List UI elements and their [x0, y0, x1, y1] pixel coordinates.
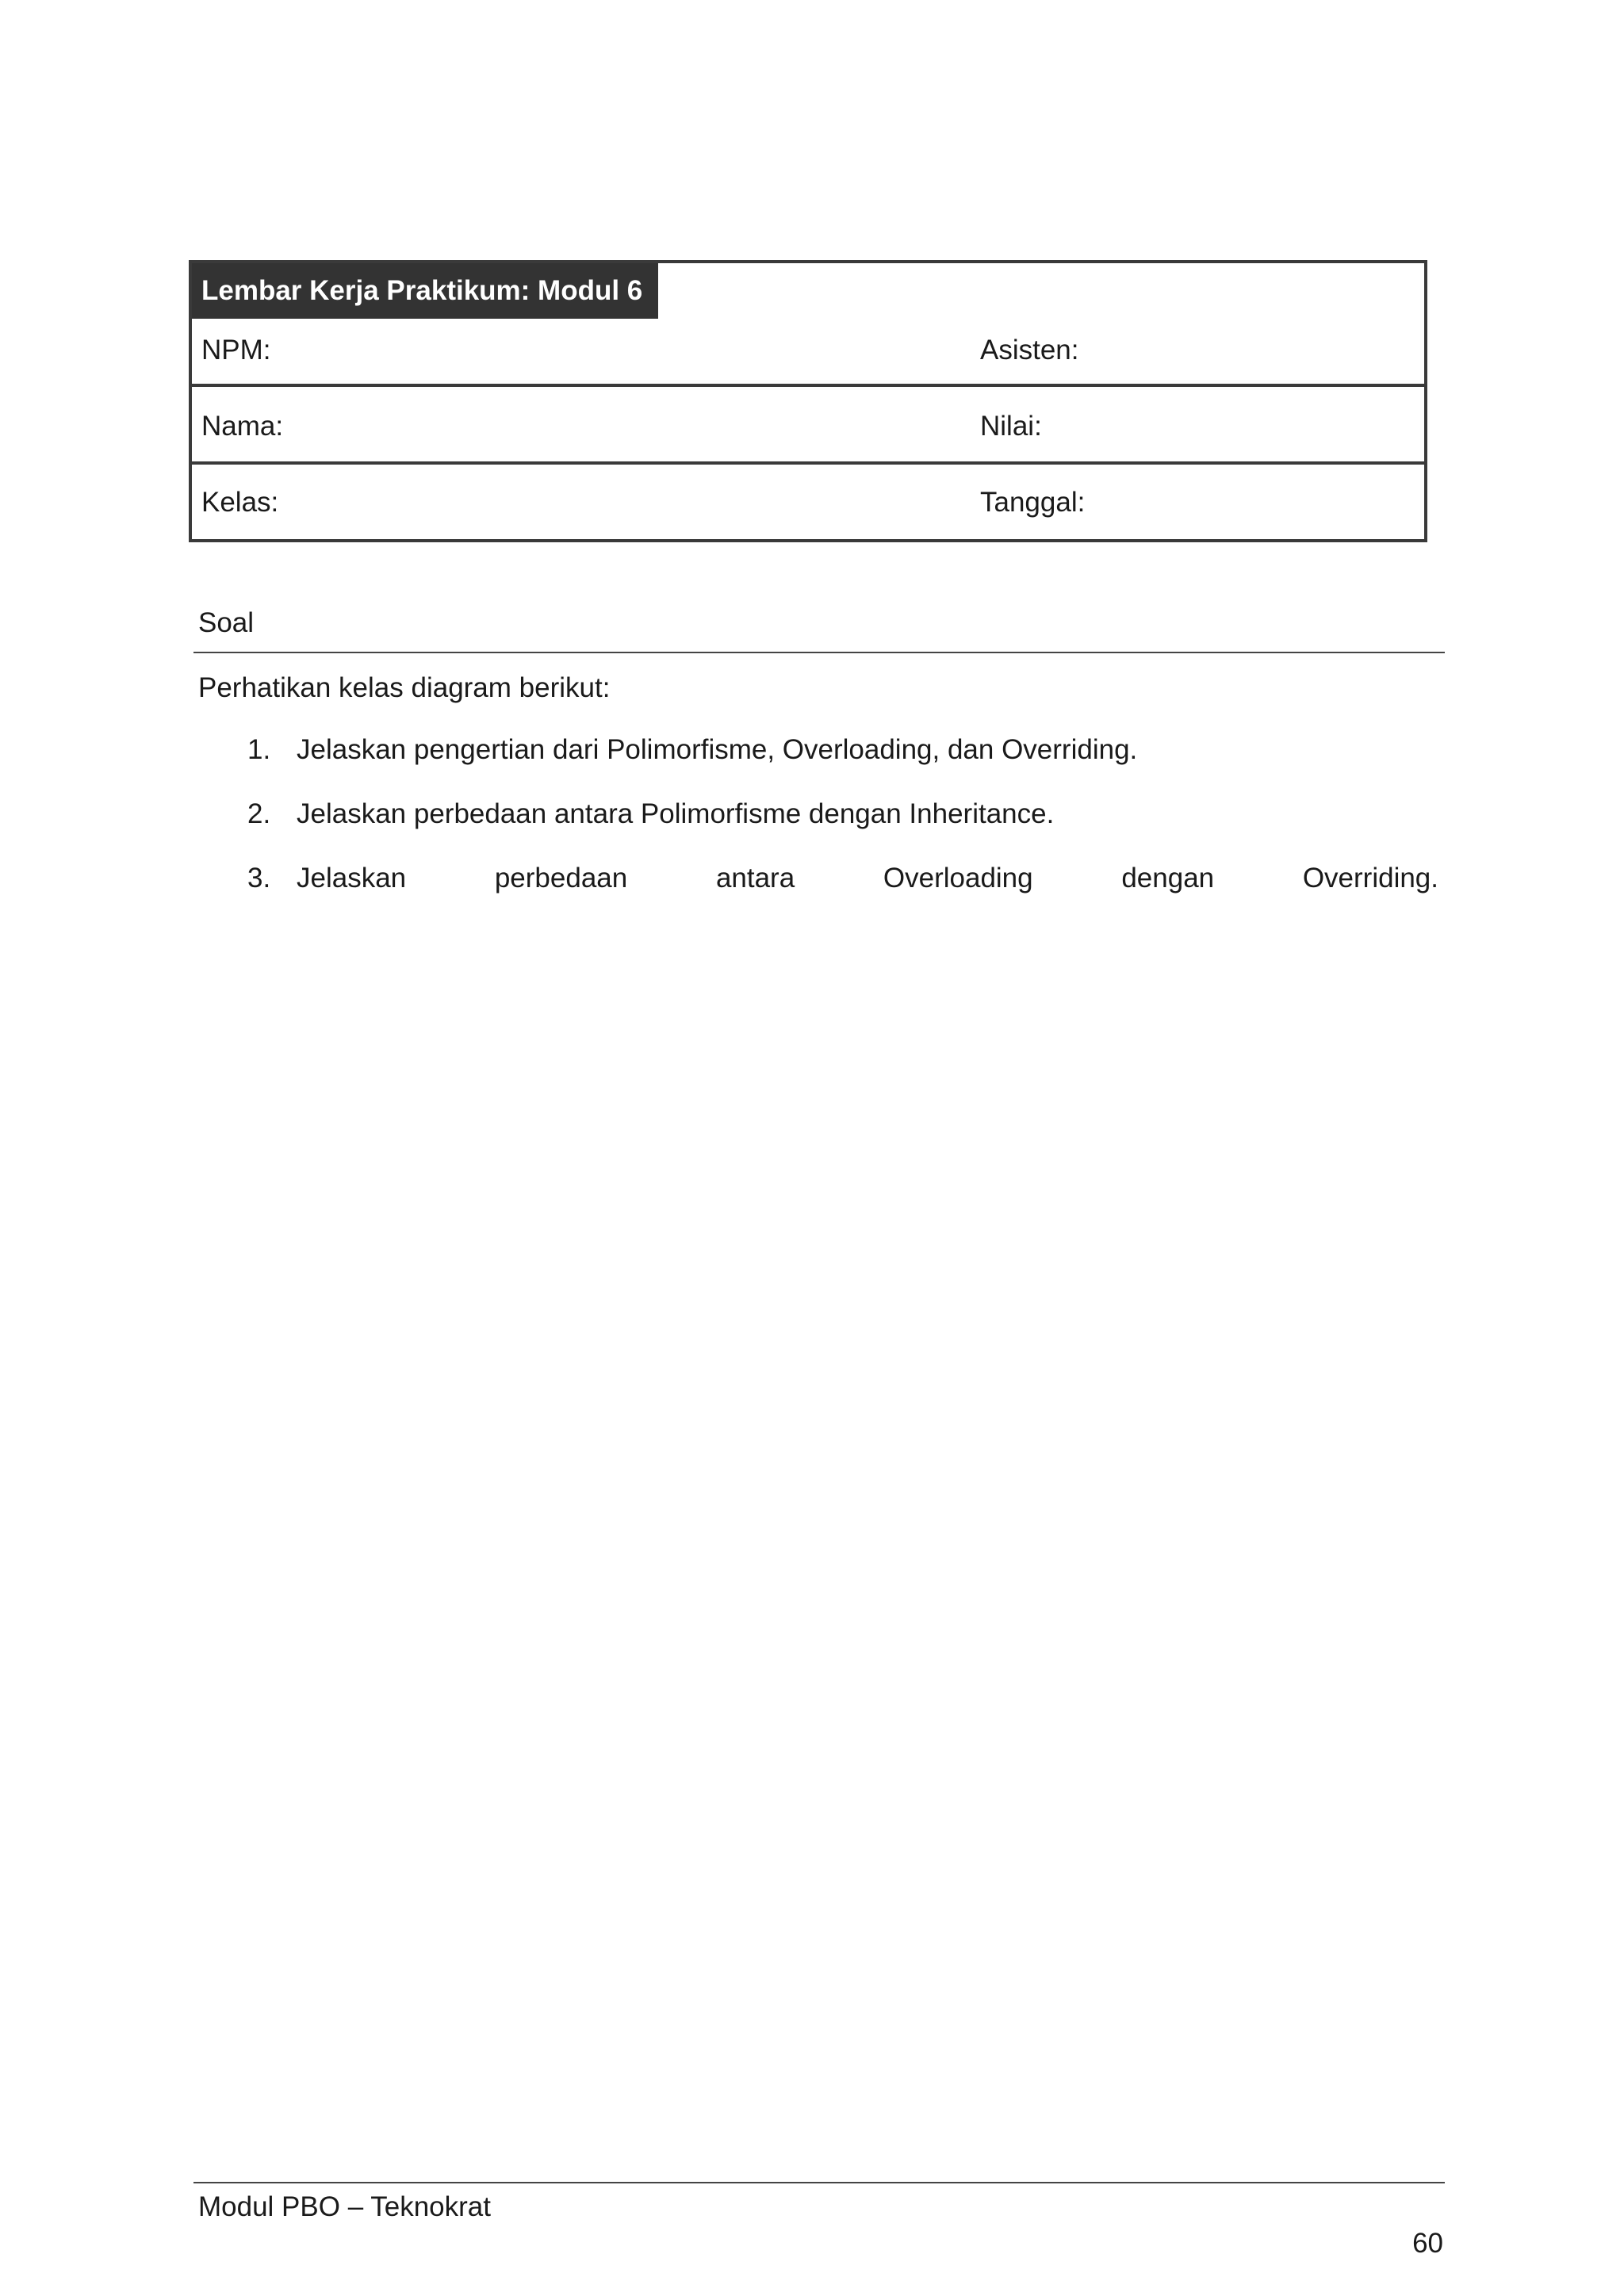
- question-item-3: [198, 863, 1445, 927]
- question-text: Jelaskan pengertian dari Polimorfisme, Overloading, dan Overriding.: [297, 734, 1138, 765]
- question-number: 1.: [247, 734, 271, 765]
- section-heading-soal: Soal: [198, 607, 255, 638]
- footer-text: Modul PBO – Teknokrat: [198, 2191, 491, 2222]
- worksheet-header-table: [189, 260, 1427, 542]
- kelas-label: Kelas:: [201, 487, 279, 518]
- question-text: [297, 863, 1438, 894]
- npm-label: NPM:: [201, 335, 271, 365]
- tanggal-label: Tanggal:: [980, 487, 1086, 518]
- worksheet-row-kelas: [192, 465, 1424, 539]
- asisten-label: Asisten:: [980, 335, 1079, 365]
- question-item-2: [198, 798, 1445, 863]
- soal-intro: Perhatikan kelas diagram berikut:: [198, 672, 611, 703]
- question-number: 2.: [247, 798, 271, 829]
- worksheet-title: Lembar Kerja Praktikum: Modul 6: [192, 263, 658, 319]
- worksheet-row-npm: [192, 319, 1424, 387]
- question-list: [198, 734, 1445, 927]
- footer-divider: [193, 2182, 1445, 2183]
- question-number: 3.: [247, 863, 271, 894]
- question-word: Overloading: [883, 863, 1033, 894]
- question-text: Jelaskan perbedaan antara Polimorfisme dengan Inheritance.: [297, 798, 1055, 829]
- question-word: Jelaskan: [297, 863, 407, 894]
- question-word: dengan: [1121, 863, 1215, 894]
- page-number: 60: [1412, 2228, 1443, 2259]
- question-word: perbedaan: [494, 863, 628, 894]
- nilai-label: Nilai:: [980, 411, 1042, 442]
- nama-label: Nama:: [201, 411, 284, 442]
- worksheet-row-nama: [192, 387, 1424, 465]
- question-word: Overriding.: [1302, 863, 1438, 894]
- section-divider: [193, 652, 1445, 653]
- question-item-1: [198, 734, 1445, 798]
- question-word: antara: [715, 863, 795, 894]
